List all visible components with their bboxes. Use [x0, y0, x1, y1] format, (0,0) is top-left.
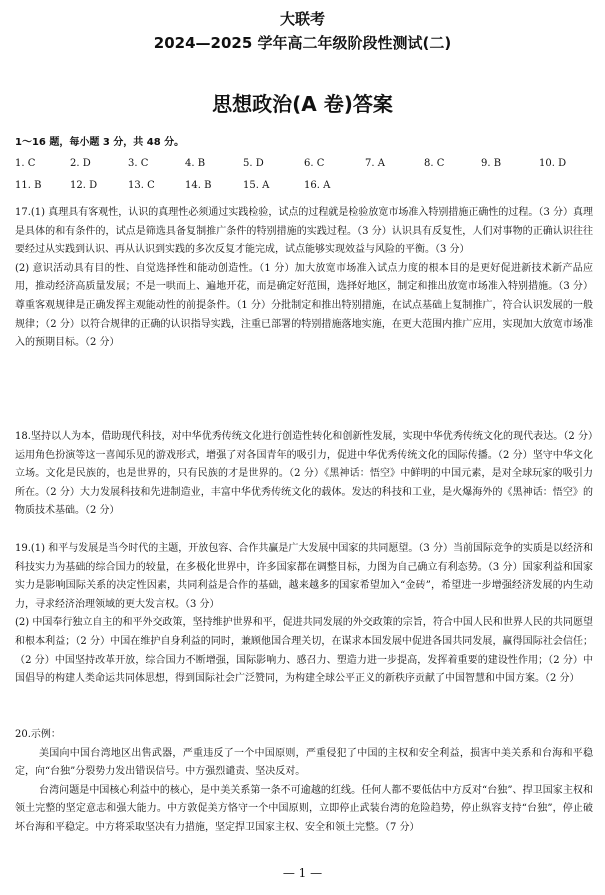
question-20-paragraph-1: 美国向中国台湾地区出售武器，严重违反了一个中国原则，严重侵犯了中国的主权和安全利益，损害中美关系和台海和平稳定，向“台独”分裂势力发出错误信号。中方强烈谴责、坚决反对。 — [15, 747, 593, 778]
question-20-label: 示例： — [30, 729, 61, 740]
question-19-part-1: (1) 和平与发展是当今时代的主题，开放包容、合作共赢是广大发展中国家的共同愿望。（3 分）当前国际竞争的实质是以经济和科技实力为基础的综合国力的较量，在多极化世界中，许多国家都在调整目标，力图为自己确立有利态势。（3 分）国家利益和国家实力是影响国际关系的决定性因素，共同利益是合作的基础，越来越多的国家希望加入“金砖”，希望进一步增强经济发展的内生动力，寻求经济治理领域的更大发言权。（3 分） — [15, 543, 593, 610]
page-number: — 1 — — [282, 866, 323, 880]
answer-cell: 6. C — [304, 158, 325, 169]
question-18-text: 坚持以人为本，借助现代科技，对中华优秀传统文化进行创造性转化和创新性发展，实现中华优秀传统文化的现代表达。（2 分）运用角色扮演等这一喜闻乐见的游戏形式，增强了对各国青年的吸引力，促进中华优秀传统文化的国际传播。（2 分）坚守中华文化立场。文化是民族的，也是世界的，只有民族的才是世界的。（2 分）《黑神话：悟空》中鲜明的中国元素，是对全球玩家的吸引力所在。（2 分）大力发展科技和先进制造业，丰富中华优秀传统文化的载体。发达的科技和工业，是火爆海外的《黑神话：悟空》的物质技术基础。（2 分） — [15, 431, 593, 517]
question-19-part-2: (2) 中国奉行独立自主的和平外交政策，坚持维护世界和平，促进共同发展的外交政策的宗旨，符合中国人民和世界人民的共同愿望和根本利益；（2 分）中国在维护自身利益的同时，兼顾他国合理关切，在谋求本国发展中促进各国共同发展，赢得国际社会信任；（2 分）中国坚持改革开放，综合国力不断增强，国际影响力、感召力、塑造力进一步提高，发挥着重要的建设性作用；（2 分）中国倡导的构建人类命运共同体思想，得到国际社会广泛赞同，为构建全球公平正义的新秩序贡献了中国智慧和中国方案。（2 分） — [15, 617, 593, 685]
answer-cell: 13. C — [128, 180, 155, 191]
multiple-choice-intro: 1～16 题，每小题 3 分，共 48 分。 — [15, 137, 185, 148]
answer-cell: 10. D — [539, 158, 567, 169]
answer-cell: 7. A — [365, 158, 385, 169]
answer-cell: 16. A — [304, 180, 331, 191]
question-20-number: 20. — [15, 729, 31, 740]
answer-cell: 3. C — [128, 158, 149, 169]
question-18-body — [15, 428, 593, 521]
question-17-part-1: (1) 真理具有客观性，认识的真理性必须通过实践检验，试点的过程就是检验放宽市场准入特别措施正确性的过程。（3 分）真理是具体的和有条件的，试点是筛选具备复制推广条件的特别措施的实践过程。（3 分）认识具有反复性，人们对事物的正确认识往往要经过从实践到认识、再从认识到实践的多次反复才能完成，试点能够实现效益与风险的平衡。（3 分） — [15, 207, 593, 256]
exam-brand-title: 大联考 — [279, 10, 325, 28]
question-18-number: 18. — [15, 431, 31, 442]
answer-cell: 1. C — [15, 158, 36, 169]
answer-cell: 2. D — [70, 158, 91, 169]
answer-cell: 11. B — [15, 180, 42, 191]
exam-session-title: 2024—2025 学年高二年级阶段性测试(二) — [153, 34, 452, 52]
question-17-body — [15, 204, 593, 353]
question-20-body — [15, 726, 593, 838]
answer-cell: 12. D — [70, 180, 98, 191]
question-19-number: 19. — [15, 543, 31, 554]
answer-cell: 8. C — [424, 158, 445, 169]
question-19-body — [15, 540, 593, 689]
answer-cell: 14. B — [185, 180, 212, 191]
question-17-part-2: (2) 意识活动具有目的性、自觉选择性和能动创造性。（1 分）加大放宽市场准入试点力度的根本目的是更好促进新技术新产品应用，推动经济高质量发展；不是一哄而上、遍地开花，而是确定好范围，选择好地区，制定和推出放宽市场准入特别措施。（3 分）尊重客观规律是正确发挥主观能动性的前提条件。（1 分）分批制定和推出特别措施，在试点基础上复制推广，符合认识发展的一般规律；（2 分）以符合规律的正确的认识指导实践，注重已部署的特别措施落地实施，在更大范围内推广应用，实现加大放宽市场准入的预期目标。（2 分） — [15, 262, 593, 349]
answer-cell: 4. B — [185, 158, 206, 169]
question-17-number: 17. — [15, 207, 31, 218]
answer-cell: 15. A — [243, 180, 270, 191]
answer-cell: 9. B — [481, 158, 502, 169]
subject-answer-title: 思想政治(A 卷)答案 — [212, 92, 393, 116]
question-20-paragraph-2: 台湾问题是中国核心利益中的核心，是中美关系第一条不可逾越的红线。任何人都不要低估中方反对“台独”、捍卫国家主权和领土完整的坚定意志和强大能力。中方敦促美方恪守一个中国原则，立即停止武装台湾的危险趋势，停止纵容支持“台独”，停止破坏台海和平稳定。中方将采取坚决有力措施，坚定捍卫国家主权、安全和领土完整。（7 分） — [15, 784, 593, 833]
answer-cell: 5. D — [243, 158, 264, 169]
